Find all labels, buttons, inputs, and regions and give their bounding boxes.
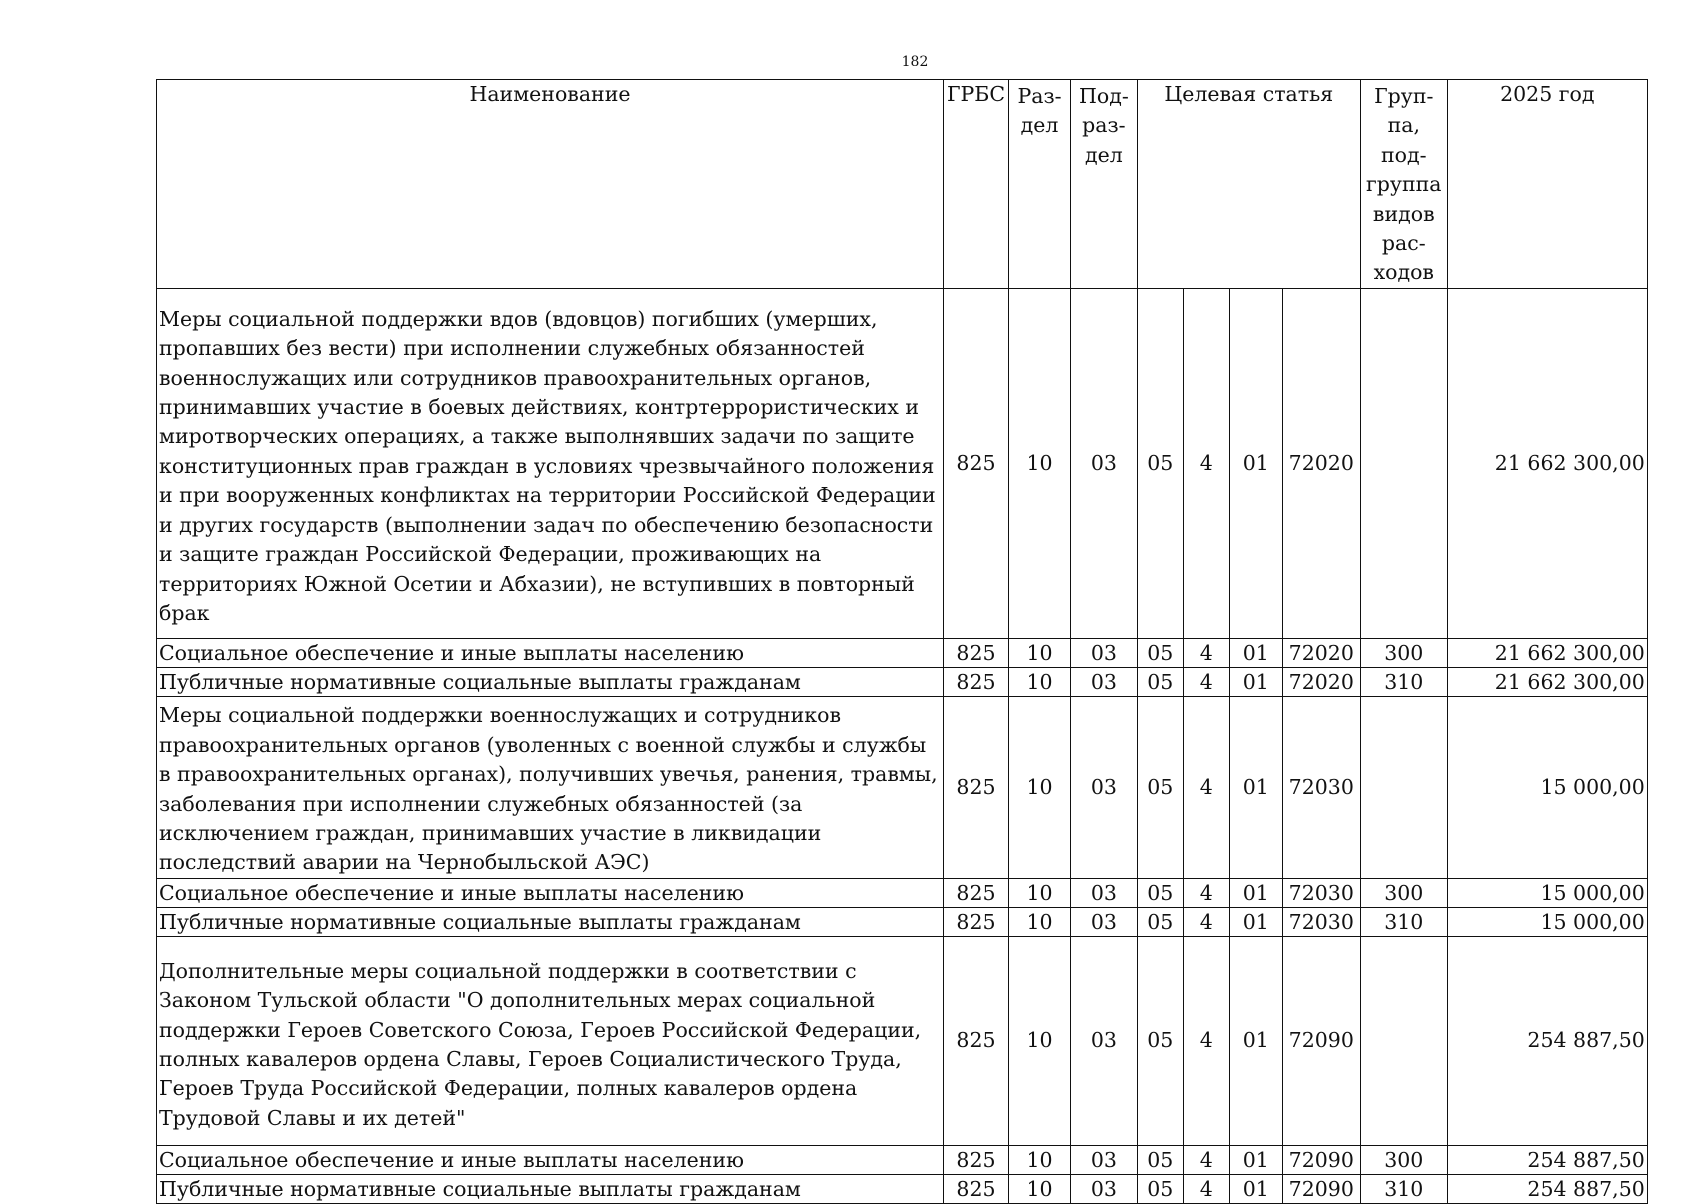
row-target-4: 72090 (1282, 1146, 1360, 1175)
header-name: Наименование (157, 80, 944, 289)
row-amount: 21 662 300,00 (1447, 639, 1647, 668)
row-target-2: 4 (1183, 1146, 1229, 1175)
row-target-1: 05 (1137, 288, 1183, 638)
row-amount: 21 662 300,00 (1447, 288, 1647, 638)
row-razdel: 10 (1009, 288, 1071, 638)
row-target-4: 72030 (1282, 878, 1360, 907)
row-target-1: 05 (1137, 907, 1183, 936)
row-name: Меры социальной поддержки вдов (вдовцов) погибших (умерших, пропавших без вести) при исполнении служебных обязанностей военнослужащих или сотрудников правоохранительных органов, принимавших участие в боевых действиях, контртеррористических и миротворческих операциях, а также выполнявших задачи по защите конституционных прав граждан в условиях чрезвычайного положения и при вооруженных конфликтах на территории Российской Федерации и других государств (выполнении задач по обеспечению безопасности и защите граждан Российской Федерации, проживающих на территориях Южной Осетии и Абхазии), не вступивших в повторный брак (157, 288, 944, 638)
row-group: 300 (1360, 878, 1447, 907)
row-target-1: 05 (1137, 668, 1183, 697)
row-grbs: 825 (944, 668, 1009, 697)
row-name: Дополнительные меры социальной поддержки в соответствии с Законом Тульской области "О дополнительных мерах социальной поддержки Героев Советского Союза, Героев Российской Федерации, полных кавалеров ордена Славы, Героев Социалистического Труда, Героев Труда Российской Федерации, полных кавалеров ордена Трудовой Славы и их детей" (157, 936, 944, 1145)
row-podrazdel: 03 (1071, 1146, 1138, 1175)
row-grbs: 825 (944, 639, 1009, 668)
row-group: 300 (1360, 639, 1447, 668)
row-razdel: 10 (1009, 1146, 1071, 1175)
row-group (1360, 936, 1447, 1145)
header-group (1360, 80, 1447, 289)
row-podrazdel: 03 (1071, 668, 1138, 697)
row-target-2: 4 (1183, 907, 1229, 936)
row-amount: 15 000,00 (1447, 878, 1647, 907)
row-target-3: 01 (1229, 697, 1282, 878)
row-target-2: 4 (1183, 878, 1229, 907)
table-row (157, 878, 1648, 907)
row-target-3: 01 (1229, 1146, 1282, 1175)
row-podrazdel: 03 (1071, 1175, 1138, 1204)
header-podrazdel (1071, 80, 1138, 289)
row-target-2: 4 (1183, 668, 1229, 697)
row-podrazdel: 03 (1071, 639, 1138, 668)
row-razdel: 10 (1009, 697, 1071, 878)
row-grbs: 825 (944, 1175, 1009, 1204)
row-amount: 15 000,00 (1447, 907, 1647, 936)
header-year: 2025 год (1447, 80, 1647, 289)
row-razdel: 10 (1009, 668, 1071, 697)
row-name: Социальное обеспечение и иные выплаты населению (157, 639, 944, 668)
row-razdel: 10 (1009, 878, 1071, 907)
row-target-1: 05 (1137, 1175, 1183, 1204)
table-row (157, 668, 1648, 697)
row-target-3: 01 (1229, 1175, 1282, 1204)
row-target-1: 05 (1137, 639, 1183, 668)
row-target-4: 72020 (1282, 668, 1360, 697)
row-target-3: 01 (1229, 288, 1282, 638)
row-grbs: 825 (944, 907, 1009, 936)
row-razdel: 10 (1009, 936, 1071, 1145)
row-name: Публичные нормативные социальные выплаты гражданам (157, 1175, 944, 1204)
row-target-2: 4 (1183, 639, 1229, 668)
row-razdel: 10 (1009, 907, 1071, 936)
row-group: 300 (1360, 1146, 1447, 1175)
row-target-2: 4 (1183, 1175, 1229, 1204)
row-amount: 15 000,00 (1447, 697, 1647, 878)
row-target-1: 05 (1137, 697, 1183, 878)
row-amount: 21 662 300,00 (1447, 668, 1647, 697)
row-target-2: 4 (1183, 697, 1229, 878)
table-row (157, 1146, 1648, 1175)
table-row (157, 639, 1648, 668)
row-target-4: 72020 (1282, 639, 1360, 668)
row-amount: 254 887,50 (1447, 1175, 1647, 1204)
row-grbs: 825 (944, 697, 1009, 878)
row-grbs: 825 (944, 936, 1009, 1145)
header-grbs: ГРБС (944, 80, 1009, 289)
row-group: 310 (1360, 907, 1447, 936)
row-target-4: 72090 (1282, 1175, 1360, 1204)
row-target-3: 01 (1229, 907, 1282, 936)
row-target-2: 4 (1183, 288, 1229, 638)
table-row (157, 1175, 1648, 1204)
table-row (157, 697, 1648, 878)
header-target: Целевая статья (1137, 80, 1360, 289)
header-razdel-text: Раз- дел (1017, 84, 1062, 138)
row-amount: 254 887,50 (1447, 936, 1647, 1145)
row-target-1: 05 (1137, 1146, 1183, 1175)
row-target-3: 01 (1229, 639, 1282, 668)
row-target-4: 72020 (1282, 288, 1360, 638)
row-target-4: 72030 (1282, 907, 1360, 936)
row-razdel: 10 (1009, 1175, 1071, 1204)
row-group: 310 (1360, 1175, 1447, 1204)
header-razdel (1009, 80, 1071, 289)
row-grbs: 825 (944, 878, 1009, 907)
row-podrazdel: 03 (1071, 907, 1138, 936)
header-group-text: Груп- па, под- группа видов рас- ходов (1366, 84, 1442, 285)
row-target-1: 05 (1137, 878, 1183, 907)
row-target-4: 72030 (1282, 697, 1360, 878)
row-grbs: 825 (944, 288, 1009, 638)
table-header-row (157, 80, 1648, 289)
row-name: Социальное обеспечение и иные выплаты населению (157, 1146, 944, 1175)
row-name: Социальное обеспечение и иные выплаты населению (157, 878, 944, 907)
row-group (1360, 288, 1447, 638)
table-row (157, 288, 1648, 638)
row-target-3: 01 (1229, 878, 1282, 907)
row-grbs: 825 (944, 1146, 1009, 1175)
table-row (157, 907, 1648, 936)
row-target-2: 4 (1183, 936, 1229, 1145)
row-group: 310 (1360, 668, 1447, 697)
row-podrazdel: 03 (1071, 288, 1138, 638)
row-amount: 254 887,50 (1447, 1146, 1647, 1175)
page-number: 182 (901, 54, 929, 70)
row-podrazdel: 03 (1071, 697, 1138, 878)
row-name: Публичные нормативные социальные выплаты гражданам (157, 668, 944, 697)
row-name: Меры социальной поддержки военнослужащих и сотрудников правоохранительных органов (уволенных с военной службы и службы в правоохранительных органах), получивших увечья, ранения, травмы, заболевания при исполнении служебных обязанностей (за исключением граждан, принимавших участие в ликвидации последствий аварии на Чернобыльской АЭС) (157, 697, 944, 878)
row-target-4: 72090 (1282, 936, 1360, 1145)
row-target-3: 01 (1229, 668, 1282, 697)
budget-table (156, 79, 1648, 1204)
row-group (1360, 697, 1447, 878)
header-podrazdel-text: Под- раз- дел (1079, 84, 1129, 167)
row-target-1: 05 (1137, 936, 1183, 1145)
table-row (157, 936, 1648, 1145)
row-podrazdel: 03 (1071, 878, 1138, 907)
row-podrazdel: 03 (1071, 936, 1138, 1145)
row-razdel: 10 (1009, 639, 1071, 668)
row-name: Публичные нормативные социальные выплаты гражданам (157, 907, 944, 936)
row-target-3: 01 (1229, 936, 1282, 1145)
